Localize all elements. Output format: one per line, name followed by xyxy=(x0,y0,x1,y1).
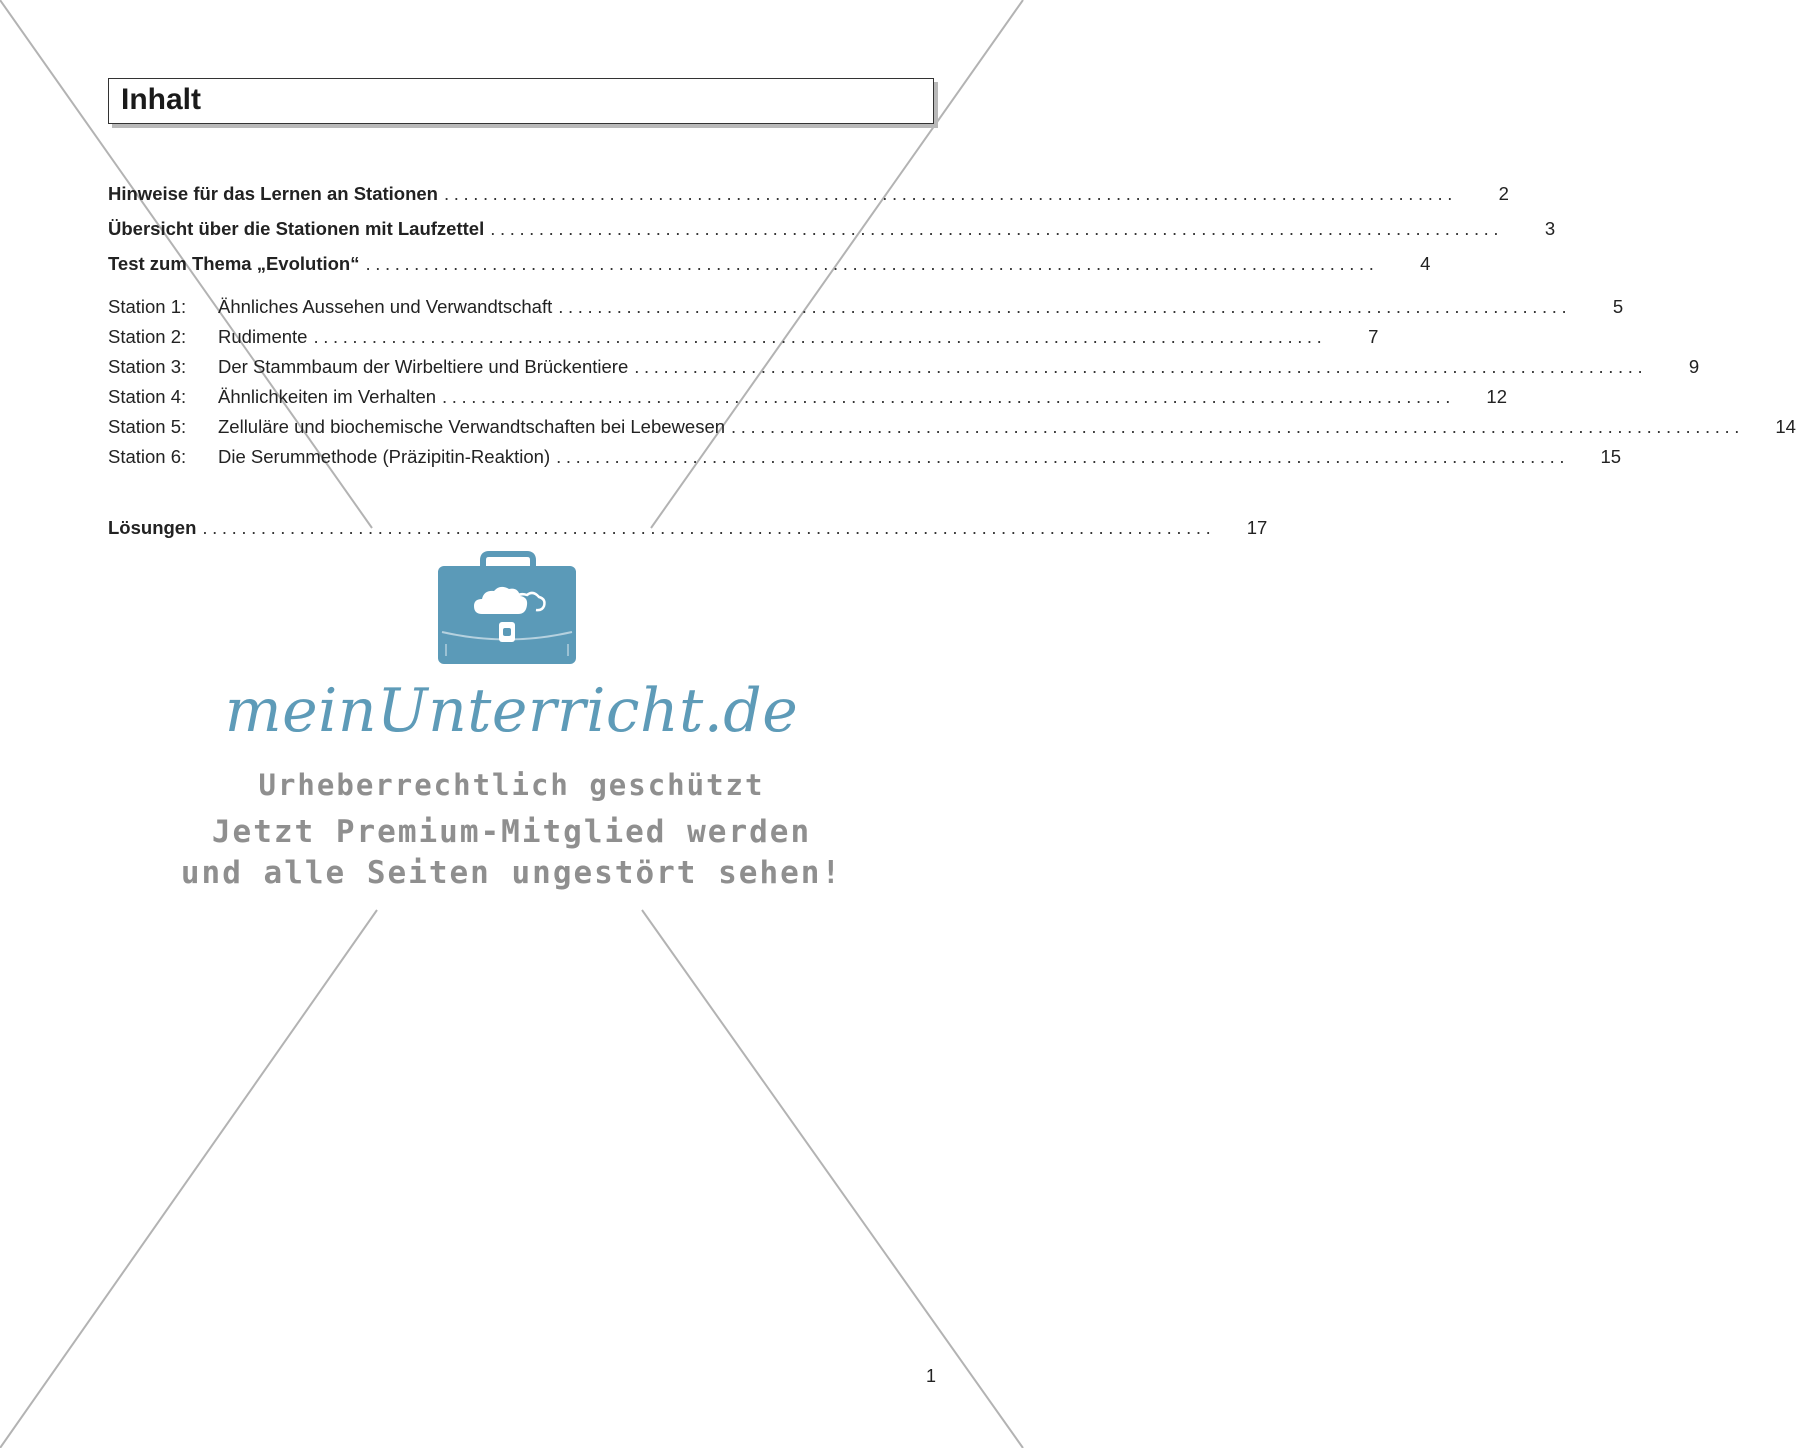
station-page: 14 xyxy=(1775,416,1796,437)
toc-leader: ........................................................................................................ xyxy=(442,386,1455,407)
watermark-premium-line2: und alle Seiten ungestört sehen! xyxy=(180,855,843,891)
station-page: 7 xyxy=(1368,326,1379,347)
toc-leader: ........................................................................................................ xyxy=(202,517,1216,538)
station-page: 9 xyxy=(1688,356,1700,377)
toc-leader: ........................................................................................................ xyxy=(313,326,1327,347)
briefcase-cloud-icon xyxy=(438,552,578,666)
station-label: Station 4: xyxy=(108,386,187,407)
page-number: 1 xyxy=(925,1366,936,1386)
station-page: 15 xyxy=(1600,446,1622,467)
toc-leader: ........................................................................................................ xyxy=(634,356,1648,377)
toc-leader: ........................................................................................................ xyxy=(490,218,1504,239)
toc-station-entry xyxy=(108,324,1379,350)
toc-entry-page: 3 xyxy=(1544,218,1556,239)
toc-station-entry xyxy=(108,384,1507,410)
station-page: 5 xyxy=(1612,296,1624,317)
toc-entry-solutions xyxy=(108,515,1268,541)
toc-entry-title: Übersicht über die Stationen mit Laufzettel xyxy=(108,218,485,239)
toc-leader: ........................................................................................................ xyxy=(558,296,1572,317)
station-title: Ähnliches Aussehen und Verwandtschaft xyxy=(218,296,553,317)
toc-entry-page: 17 xyxy=(1246,517,1268,538)
station-title: Zelluläre und biochemische Verwandtschaften bei Lebewesen xyxy=(218,416,726,437)
watermark-premium-line1: Jetzt Premium-Mitglied werden xyxy=(211,814,812,850)
toc-entry-title: Lösungen xyxy=(108,517,197,538)
station-label: Station 5: xyxy=(108,416,187,437)
toc-entry-page: 4 xyxy=(1420,253,1431,274)
station-label: Station 1: xyxy=(108,296,187,317)
station-page: 12 xyxy=(1486,386,1507,407)
toc-entry xyxy=(108,181,1509,207)
toc-leader: ........................................................................................................ xyxy=(556,446,1570,467)
toc-leader: ........................................................................................................ xyxy=(731,416,1744,437)
toc-station-entry xyxy=(108,444,1622,470)
station-title: Ähnlichkeiten im Verhalten xyxy=(218,386,437,407)
toc-entry xyxy=(108,251,1431,277)
station-title: Der Stammbaum der Wirbeltiere und Brückentiere xyxy=(218,356,629,377)
toc-station-entry xyxy=(108,354,1700,380)
station-label: Station 6: xyxy=(108,446,187,467)
toc-entry-title: Hinweise für das Lernen an Stationen xyxy=(108,183,438,204)
station-label: Station 2: xyxy=(108,326,187,347)
station-title: Die Serummethode (Präzipitin-Reaktion) xyxy=(218,446,551,467)
toc-entry-page: 2 xyxy=(1498,183,1509,204)
toc-entry-title: Test zum Thema „Evolution“ xyxy=(108,253,360,274)
toc-station-entry xyxy=(108,294,1624,320)
watermark-copyright: Urheberrechtlich geschützt xyxy=(258,768,765,802)
toc-entry xyxy=(108,216,1556,242)
watermark-brand: meinUnterricht.de xyxy=(224,676,799,746)
station-title: Rudimente xyxy=(218,326,308,347)
page-title: Inhalt xyxy=(121,83,201,116)
toc-leader: ........................................................................................................ xyxy=(443,183,1457,204)
toc-leader: ........................................................................................................ xyxy=(365,253,1379,274)
station-label: Station 3: xyxy=(108,356,187,377)
title-box xyxy=(108,78,934,124)
toc-station-entry xyxy=(108,414,1796,440)
